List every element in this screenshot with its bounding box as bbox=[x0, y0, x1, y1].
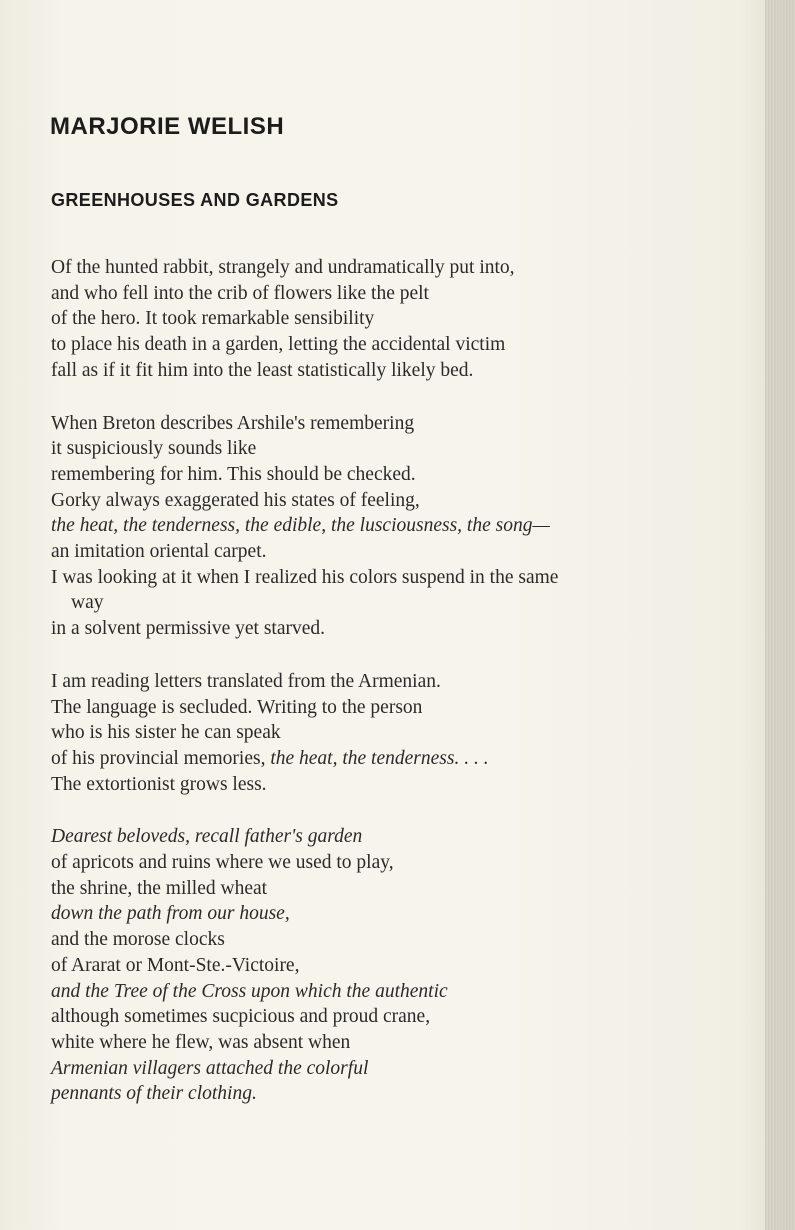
line-text: remembering for him. This should be checked. bbox=[51, 463, 416, 485]
poem-line bbox=[51, 1081, 731, 1107]
line-text: to place his death in a garden, letting the accidental victim bbox=[51, 334, 506, 356]
italic-text: down the path from our house, bbox=[51, 903, 290, 925]
line-text: When Breton describes Arshile's remembering bbox=[51, 412, 415, 434]
poem-line bbox=[51, 436, 731, 462]
poem-line bbox=[51, 901, 731, 927]
poem-title: GREENHOUSES AND GARDENS bbox=[51, 190, 339, 210]
stanza bbox=[51, 411, 731, 642]
poem-line bbox=[51, 411, 731, 437]
poem-line bbox=[51, 669, 731, 695]
author-name: MARJORIE WELISH bbox=[50, 113, 285, 140]
stanza bbox=[51, 255, 731, 384]
line-text: Gorky always exaggerated his states of feeling, bbox=[51, 489, 420, 511]
stanza bbox=[51, 669, 731, 798]
line-text: who is his sister he can speak bbox=[51, 722, 281, 744]
line-text: way bbox=[71, 592, 104, 614]
line-text: white where he flew, was absent when bbox=[51, 1031, 351, 1053]
line-text: although sometimes sucpicious and proud crane, bbox=[51, 1006, 431, 1028]
poem-line bbox=[51, 462, 731, 488]
line-text: it suspiciously sounds like bbox=[51, 438, 257, 460]
poem-line bbox=[51, 281, 731, 307]
italic-text: Armenian villagers attached the colorful bbox=[51, 1057, 369, 1079]
line-text: The language is secluded. Writing to the person bbox=[51, 696, 423, 718]
poem-line bbox=[51, 332, 731, 358]
line-text: and who fell into the crib of flowers like the pelt bbox=[51, 282, 429, 304]
page-edge-shadow bbox=[765, 0, 795, 1230]
line-text: I am reading letters translated from the Armenian. bbox=[51, 670, 441, 692]
line-text: and the morose clocks bbox=[51, 929, 225, 951]
line-text: of Ararat or Mont-Ste.-Victoire, bbox=[51, 954, 300, 976]
poem-line bbox=[51, 720, 731, 746]
italic-text: Dearest beloveds, recall father's garden bbox=[51, 826, 363, 848]
italic-text: the heat, the tenderness. . . . bbox=[270, 747, 489, 769]
line-text: an imitation oriental carpet. bbox=[51, 541, 267, 563]
italic-text: the heat, the tenderness, the edible, the lusciousness, the song— bbox=[51, 515, 550, 537]
line-text: of apricots and ruins where we used to play, bbox=[51, 852, 394, 874]
stanza bbox=[51, 824, 731, 1107]
italic-text: pennants of their clothing. bbox=[51, 1083, 257, 1105]
poem-line bbox=[51, 746, 731, 772]
italic-text: and the Tree of the Cross upon which the authentic bbox=[51, 980, 448, 1002]
poem-line bbox=[51, 979, 731, 1005]
line-text: I was looking at it when I realized his colors suspend in the same bbox=[51, 566, 559, 588]
poem-line bbox=[51, 590, 731, 616]
poem-body bbox=[51, 255, 731, 1134]
poem-line bbox=[51, 539, 731, 565]
poem-line bbox=[51, 565, 731, 591]
line-text: in a solvent permissive yet starved. bbox=[51, 618, 326, 640]
line-text: Of the hunted rabbit, strangely and undramatically put into, bbox=[51, 257, 515, 278]
poem-line bbox=[51, 513, 731, 539]
line-text: fall as if it fit him into the least statistically likely bed. bbox=[51, 359, 474, 381]
poem-line bbox=[51, 1004, 731, 1030]
poem-line bbox=[51, 488, 731, 514]
line-text: of his provincial memories, bbox=[51, 747, 271, 769]
poem-line bbox=[51, 953, 731, 979]
poem-line bbox=[51, 876, 731, 902]
poem-line bbox=[51, 255, 731, 281]
poem-line bbox=[51, 306, 731, 332]
poem-line bbox=[51, 1030, 731, 1056]
poem-line bbox=[51, 927, 731, 953]
line-text: the shrine, the milled wheat bbox=[51, 877, 268, 899]
poem-line bbox=[51, 358, 731, 384]
poem-line bbox=[51, 850, 731, 876]
line-text: of the hero. It took remarkable sensibility bbox=[51, 308, 375, 330]
poem-line bbox=[51, 772, 731, 798]
line-text: The extortionist grows less. bbox=[51, 773, 267, 795]
poem-line bbox=[51, 824, 731, 850]
poem-line bbox=[51, 1056, 731, 1082]
poem-line bbox=[51, 616, 731, 642]
poem-line bbox=[51, 695, 731, 721]
